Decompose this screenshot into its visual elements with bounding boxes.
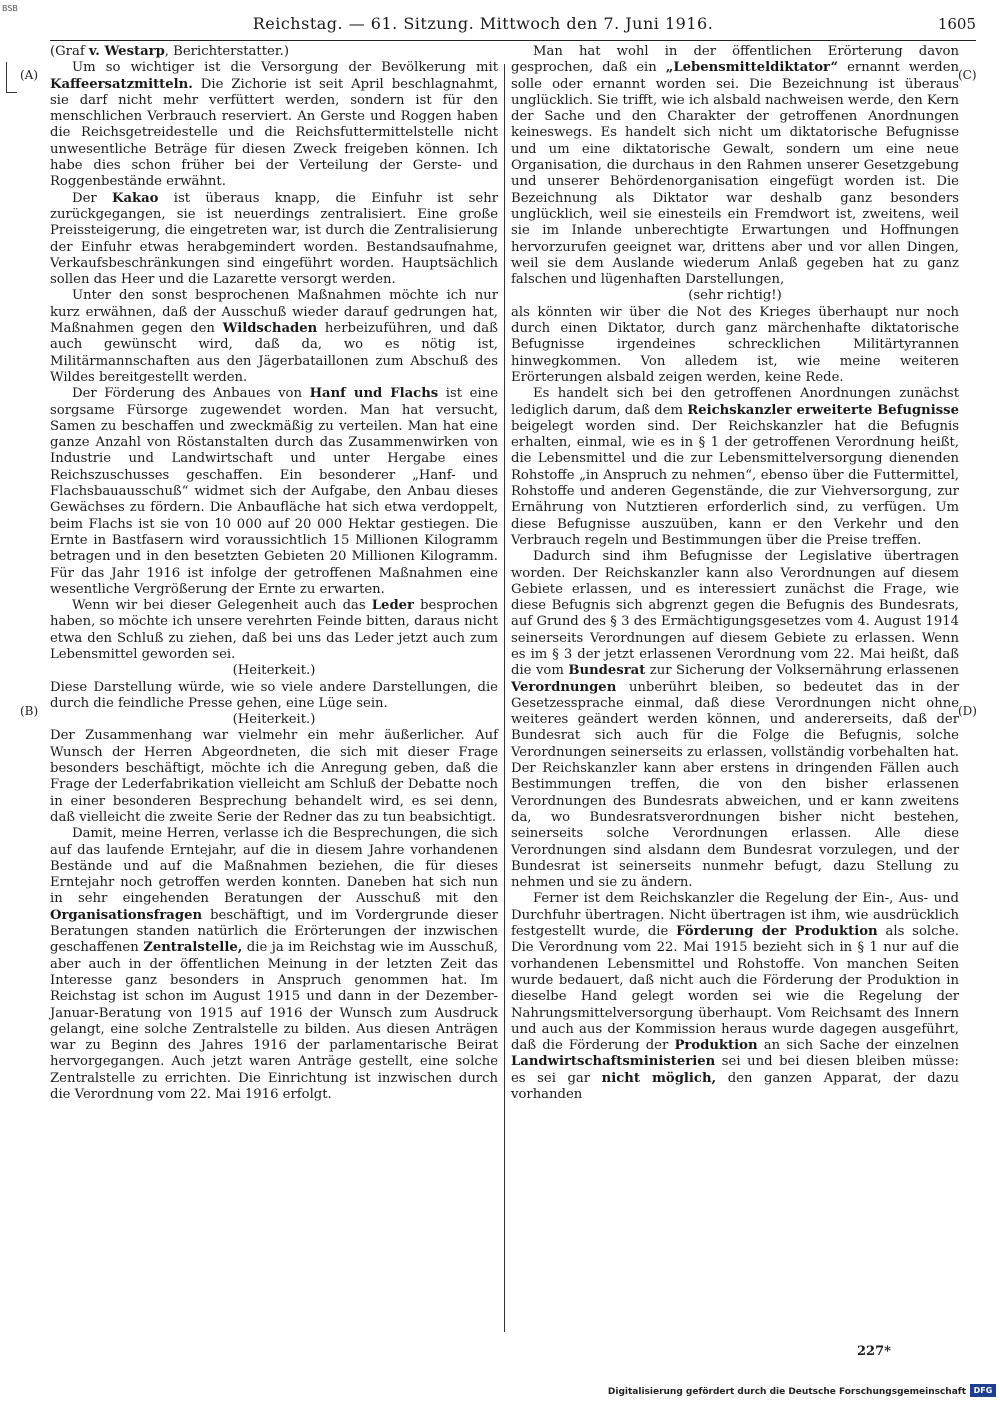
paragraph: Der Förderung des Anbaues von Hanf und Flachs ist eine sorgsame Fürsorge zugewendet worden. Man hat versucht, Samen zu beschaffen und zweckmäßig zu verteilen. Man hat eine ganze Anzahl von Röstanstalten durch das Zusammenwirken von Industrie und Landwirtschaft und unter Hergabe eines Reichszuschusses geschaffen. Ein besonderer „Hanf- und Flachsbauausschuß“ widmet sich der Aufgabe, den Anbau dieses Gewächses zu fördern. Die Anbaufläche hat sich etwa verdoppelt, beim Flachs ist sie von 10 000 auf 20 000 Hektar gestiegen. Die Ernte in Bastfasern wird voraussichtlich 15 Millionen Kilogramm betragen und in den besetzten Gebieten 20 Millionen Kilogramm. Für das Jahr 1916 ist infolge der getroffenen Maßnahmen eine wesentliche Vergrößerung der Ernte zu erwarten. xyxy=(50,386,498,597)
paragraph: Wenn wir bei dieser Gelegenheit auch das Leder besprochen haben, so möchte ich unsere verehrten Feinde bitten, daraus nicht etwa den Schluß zu ziehen, daß bei uns das Leder jetzt auch zum Lebensmittel geworden sei. xyxy=(50,598,498,662)
paragraph: Diese Darstellung würde, wie so viele andere Darstellungen, die durch die feindliche Presse gehen, eine Lüge sein. xyxy=(50,679,498,711)
paragraph: Dadurch sind ihm Befugnisse der Legislative übertragen worden. Der Reichskanzler kann also Verordnungen auf diesem Gebiete erlassen, und es interessiert zunächst die Frage, wie diese Befugnis sich abgrenzt gegen die Befugnis des Bundesrats, auf Grund des § 3 des Ermächtigungsgesetzes vom 4. August 1914 seinerseits Verordnungen auf diesem Gebiete zu erlassen. Wenn es im § 3 der jetzt erlassenen Verordnung vom 22. Mai heißt, daß die vom Bundesrat zur Sicherung der Volksernährung erlassenen Verordnungen unberührt bleiben, so bedeutet das in der Gesetzessprache einmal, daß diese Verordnungen nicht ohne weiteres geändert werden können, und andererseits, daß der Bundesrat sich auch für die Folge die Befugnis, solche Verordnungen seinerseits zu erlassen, vollständig vorbehalten hat. Der Reichskanzler kann aber erstens in dringenden Fällen auch Bestimmungen treffen, die von den bisher erlassenen Verordnungen des Bundesrats abweichen, und er kann zweitens da, wo Bundesratsverordnungen bisher nicht bestehen, seinerseits solche Verordnungen erlassen. Alle diese Verordnungen sind alsdann dem Bundesrat vorzulegen, und der Bundesrat ist seinerseits nunmehr befugt, dazu Stellung zu nehmen und sie zu ändern. xyxy=(511,549,959,891)
left-column xyxy=(50,44,498,1103)
paragraph: Es handelt sich bei den getroffenen Anordnungen zunächst lediglich darum, daß dem Reichskanzler erweiterte Befugnisse beigelegt worden sind. Der Reichskanzler hat die Befugnis erhalten, einmal, wie es in § 1 der getroffenen Verordnung heißt, die Lebensmittel und die zur Lebensmittelversorgung dienenden Rohstoffe „in Anspruch zu nehmen“, ebenso über die Futtermittel, Rohstoffe und anderen Gegenstände, die zur Viehversorgung, zur Ernährung von Nutztieren erforderlich sind, zu verfügen. Um diese Befugnisse auszuüben, kann er den Verkehr und den Verbrauch regeln und Bestimmungen über die Preise treffen. xyxy=(511,386,959,548)
speaker-name: v. Westarp xyxy=(88,44,165,59)
paragraph: Ferner ist dem Reichskanzler die Regelung der Ein-, Aus- und Durchfuhr übertragen. Nicht übertragen ist ihm, wie ausdrücklich festgestellt wurde, die Förderung der Produktion als solche. Die Verordnung vom 22. Mai 1915 bezieht sich in § 1 nur auf die vorhandenen Lebensmittel und Rohstoffe. Von manchen Seiten wurde bedauert, daß nicht auch die Förderung der Produktion in dieselbe Hand gelegt worden sei wie die Regelung der Nahrungsmittelversorgung überhaupt. Vom Reichsamt des Innern und auch aus der Kommission heraus wurde dagegen ausgeführt, daß die Förderung der Produktion an sich Sache der einzelnen Landwirtschaftsministerien sei und bei diesen bleiben müsse: es sei gar nicht möglich, den ganzen Apparat, der dazu vorhanden xyxy=(511,891,960,1102)
paragraph: Um so wichtiger ist die Versorgung der Bevölkerung mit Kaffeersatzmitteln. Die Zichorie ist seit April beschlagnahmt, sie darf nicht mehr verfüttert werden, sondern ist für den menschlichen Verbrauch reserviert. An Gerste und Roggen haben die Reichsgetreidestelle und die Reichsfuttermittelstelle nicht unwesentliche Beträge für diesen Zweck freigeben können. Ich habe dies schon früher bei der Verteilung der Gerste- und Roggenbestände erwähnt. xyxy=(50,60,498,190)
page-number: 1605 xyxy=(937,15,976,33)
interjection: (Heiterkeit.) xyxy=(232,663,316,679)
speaker-line: (Graf v. Westarp, Berichterstatter.) xyxy=(50,44,290,59)
signature-mark: 227* xyxy=(857,1344,891,1359)
page-header xyxy=(50,14,976,41)
funding-note: Digitalisierung gefördert durch die Deutsche Forschungsgemeinschaft xyxy=(607,1387,966,1397)
margin-marker-b: (B) xyxy=(20,704,39,718)
library-mark: BSB xyxy=(2,4,18,13)
dfg-logo: DFG xyxy=(970,1384,996,1397)
interjection: (sehr richtig!) xyxy=(688,288,782,304)
running-title: Reichstag. — 61. Sitzung. Mittwoch den 7. Juni 1916. xyxy=(252,14,714,33)
margin-marker-c: (C) xyxy=(958,68,977,82)
paragraph: Damit, meine Herren, verlasse ich die Besprechungen, die sich auf das laufende Erntejahr, auf die in diesem Jahre vorhandenen Bestände und auf die Maßnahmen beziehen, die für dieses Erntejahr noch getroffen werden konnten. Daneben hat sich nun in sehr eingehenden Beratungen der Ausschuß mit den Organisationsfragen beschäftigt, und im Vordergrunde dieser Beratungen standen natürlich die Erörterungen der inzwischen geschaffenen Zentralstelle, die ja im Reichstag wie im Ausschuß, aber auch in der öffentlichen Meinung in der letzten Zeit das Interesse ganz besonders in Anspruch genommen hat. Im Reichstag ist schon im August 1915 und dann in der Dezember-Januar-Beratung von 1915 auf 1916 der Wunsch zum Ausdruck gelangt, eine solche Zentralstelle zu bilden. Aus diesen Anträgen war zu Beginn des Jahres 1916 der parlamentarische Beirat hervorgegangen. Auch jetzt waren Anträge gestellt, eine solche Zentralstelle zu errichten. Die Einrichtung ist inzwischen durch die Verordnung vom 22. Mai 1916 erfolgt. xyxy=(50,826,498,1102)
paragraph: als könnten wir über die Not des Krieges überhaupt nur noch durch einen Diktator, durch ganz märchenhafte diktatorische Befugnisse irgendeines schrecklichen Militärtyrannen hinwegkommen. Von alledem ist, wie meine weiteren Erörterungen alsbald zeigen werden, keine Rede. xyxy=(511,304,959,385)
paragraph: Man hat wohl in der öffentlichen Erörterung davon gesprochen, daß ein „Lebensmitteldiktator“ ernannt werden solle oder ernannt worden sei. Die Bezeichnung ist überaus unglücklich. Sie trifft, wie ich alsbald nachweisen werde, den Kern der Sache und den Charakter der getroffenen Anordnungen keineswegs. Es handelt sich nicht um diktatorische Befugnisse und um eine diktatorische Gewalt, sondern um eine neue Organisation, die durchaus in den Rahmen unserer Gesetzgebung und unserer Behördenorganisation eingefügt worden ist. Die Bezeichnung als Diktator war deshalb ganz besonders unglücklich, weil sie einesteils ein Fremdwort ist, zweitens, weil sie im Inlande unberechtigte Erwartungen und Hoffnungen hervorzurufen geeignet war, drittens aber und vor allen Dingen, weil sie dem Auslande wiederum Anlaß gegeben hat zu ganz falschen und lügenhaften Darstellungen, xyxy=(511,44,959,288)
paragraph: Der Zusammenhang war vielmehr ein mehr äußerlicher. Auf Wunsch der Herren Abgeordneten, die sich mit dieser Frage besonders beschäftigt, möchte ich die Anregung geben, daß die Frage der Lederfabrikation vielleicht am Schluß der Debatte noch in einer besonderen Besprechung behandelt wird, es sei denn, daß vielleicht die zweite Serie der Redner das zu tun beabsichtigt. xyxy=(50,728,498,825)
margin-marker-a: (A) xyxy=(20,68,39,82)
paragraph: Der Kakao ist überaus knapp, die Einfuhr ist sehr zurückgegangen, sie ist neuerdings zentralisiert. Eine große Preissteigerung, die eingetreten war, ist durch die Zentralisierung der Einfuhr etwas herabgemindert worden. Bestandsaufnahme, Verkaufsbeschränkungen sind eingeführt worden. Hauptsächlich sollen das Heer und die Lazarette versorgt werden. xyxy=(50,190,498,288)
margin-marker-d: (D) xyxy=(958,704,977,718)
paragraph: Unter den sonst besprochenen Maßnahmen möchte ich nur kurz erwähnen, daß der Ausschuß wieder darauf gedrungen hat, Maßnahmen gegen den Wildschaden herbeizuführen, und daß auch gewünscht wird, daß da, wo es nötig ist, Militärmannschaften aus den Jägerbataillonen zum Abschuß des Wildes bereitgestellt werden. xyxy=(50,288,498,385)
column-divider xyxy=(504,64,505,1332)
interjection: (Heiterkeit.) xyxy=(232,712,316,728)
margin-bracket xyxy=(6,62,17,93)
right-column xyxy=(511,44,959,1103)
